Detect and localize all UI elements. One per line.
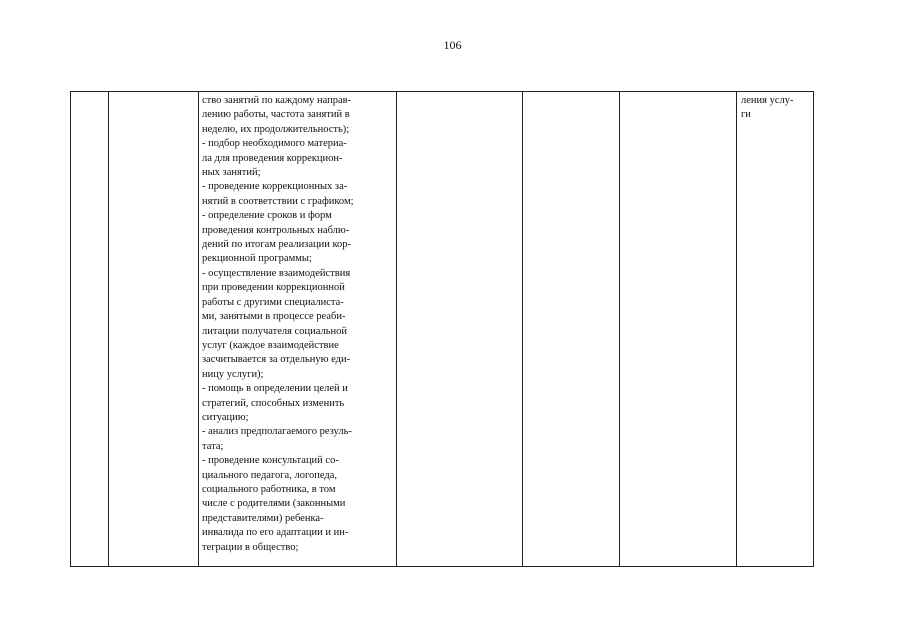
text-line: при проведении коррекционной xyxy=(202,282,345,294)
text-line: - проведение коррекционных за- xyxy=(202,181,348,193)
text-line: услуг (каждое взаимодействие xyxy=(202,339,339,351)
text-line: теграции в общество; xyxy=(202,541,299,553)
text-line: - подбор необходимого материа- xyxy=(202,138,347,150)
text-line: инвалида по его адаптации и ин- xyxy=(202,527,349,539)
text-line: тата; xyxy=(202,440,224,452)
text-line: неделю, их продолжительность); xyxy=(202,123,350,135)
text-line: представителями) ребенка- xyxy=(202,512,324,524)
text-line: ситуацию; xyxy=(202,411,249,423)
text-line: ления услу- xyxy=(741,95,794,106)
text-line: ных занятий; xyxy=(202,167,261,179)
table-cell-empty xyxy=(397,92,523,567)
text-line: числе с родителями (законными xyxy=(202,498,346,510)
table-cell-conditions xyxy=(737,92,814,567)
conditions-text xyxy=(737,92,813,123)
text-line: работы с другими специалиста- xyxy=(202,296,344,308)
text-line: ги xyxy=(741,109,751,121)
text-line: лению работы, частота занятий в xyxy=(202,109,350,121)
table-cell-service-name xyxy=(109,92,199,567)
text-line: литации получателя социальной xyxy=(202,325,347,337)
text-line: засчитывается за отдельную еди- xyxy=(202,354,351,366)
text-line: - определение сроков и форм xyxy=(202,210,332,222)
text-line: нятий в соответствии с графиком; xyxy=(202,195,354,207)
text-line: - осуществление взаимодействия xyxy=(202,267,351,279)
text-line: дений по итогам реализации кор- xyxy=(202,239,352,251)
page-number: 106 xyxy=(443,38,462,52)
text-line: ницу услуги); xyxy=(202,368,264,380)
text-line: ми, занятыми в процессе реаби- xyxy=(202,311,346,323)
text-line: рекционной программы; xyxy=(202,253,312,265)
text-line: проведения контрольных наблю- xyxy=(202,224,350,236)
service-description-text xyxy=(199,92,396,555)
table-cell-number xyxy=(71,92,109,567)
text-line: - анализ предполагаемого резуль- xyxy=(202,426,352,438)
text-line: - помощь в определении целей и xyxy=(202,383,348,395)
text-line: стратегий, способных изменить xyxy=(202,397,345,409)
services-table xyxy=(70,91,814,567)
table-cell-empty xyxy=(620,92,737,567)
text-line: - проведение консультаций со- xyxy=(202,455,339,467)
text-line: циального педагога, логопеда, xyxy=(202,469,338,481)
table-cell-empty xyxy=(523,92,620,567)
text-line: ство занятий по каждому направ- xyxy=(202,95,352,106)
text-line: ла для проведения коррекцион- xyxy=(202,152,343,164)
table-cell-service-description xyxy=(199,92,397,567)
table-row xyxy=(71,92,814,567)
text-line: социального работника, в том xyxy=(202,483,336,495)
